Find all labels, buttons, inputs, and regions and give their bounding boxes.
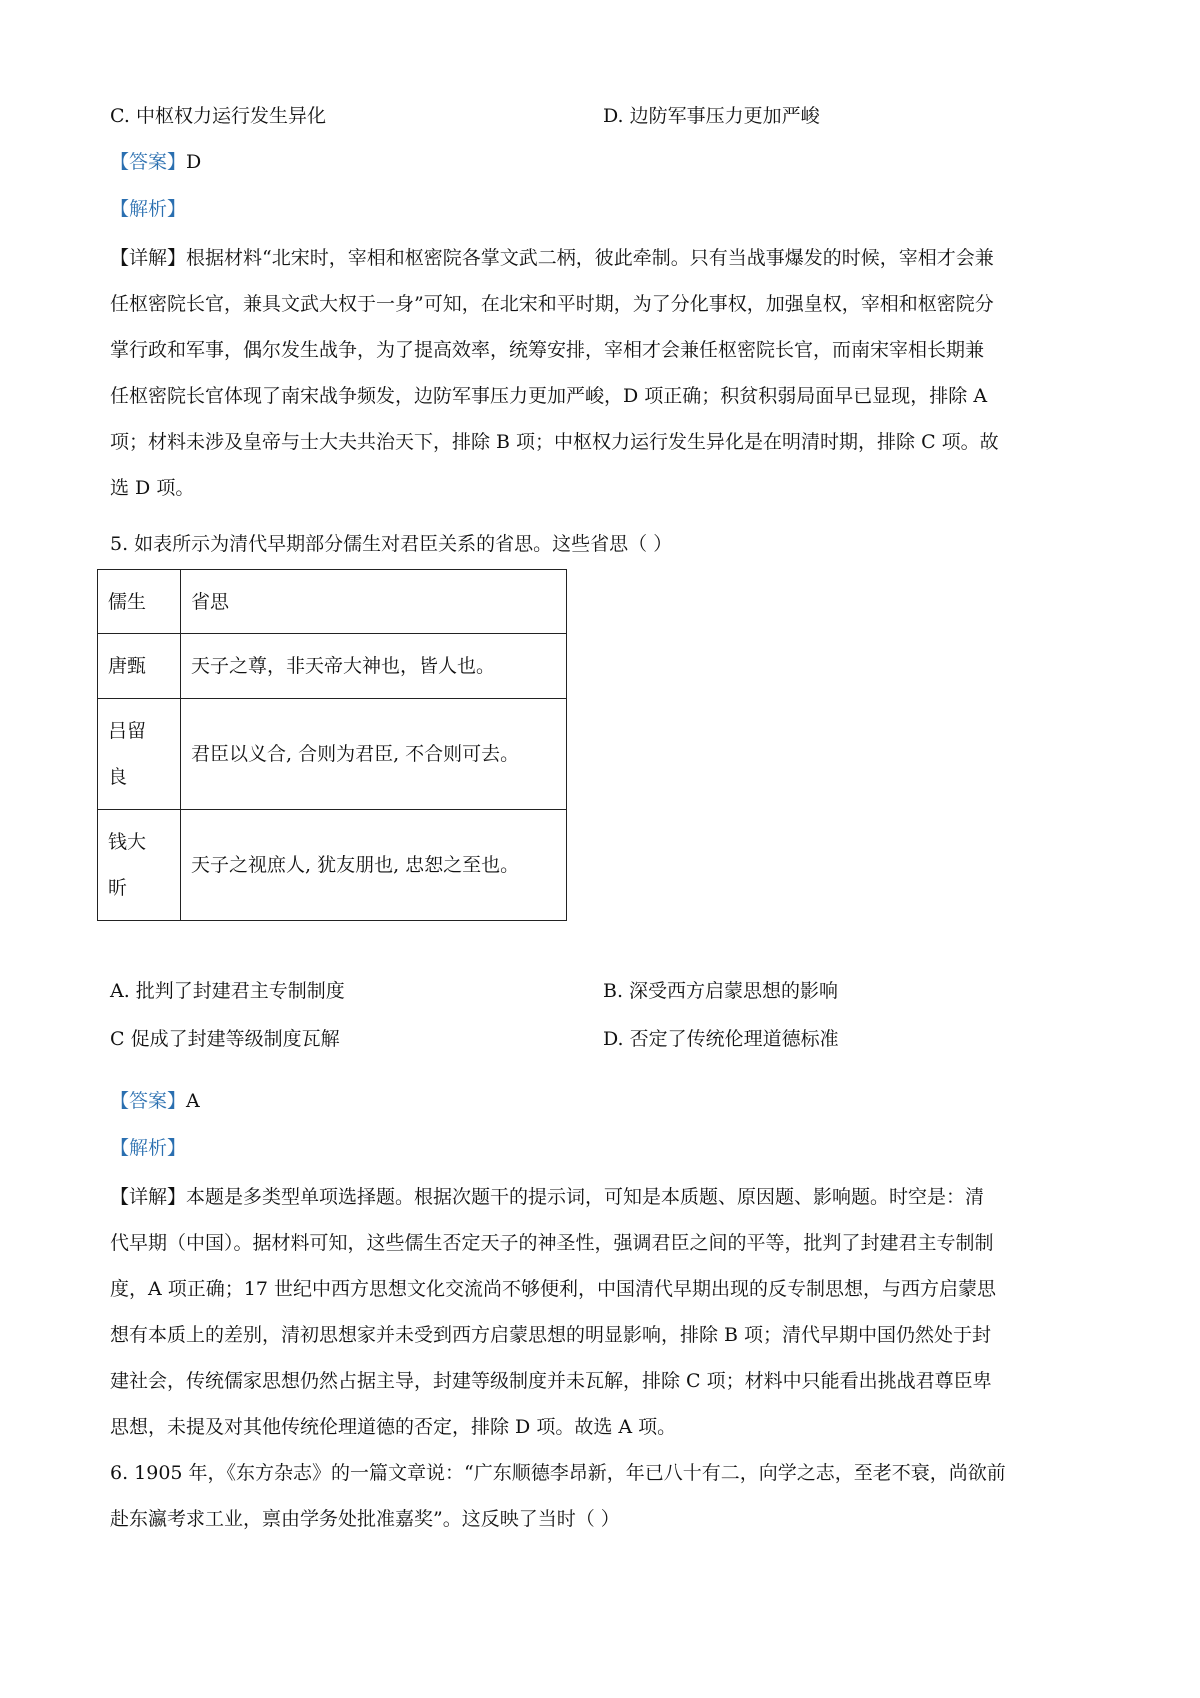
q5-option-c: C 促成了封建等级制度瓦解 bbox=[110, 1028, 340, 1050]
scholar-name-line: 昕 bbox=[108, 877, 128, 899]
answer-value: A bbox=[186, 1090, 200, 1112]
answer-value: D bbox=[186, 151, 202, 173]
detail-line: 【详解】本题是多类型单项选择题。根据次题干的提示词，可知是本质题、原因题、影响题。时空是：清 bbox=[110, 1186, 985, 1208]
q4-answer bbox=[110, 147, 201, 177]
table-header-cell: 儒生 bbox=[98, 570, 181, 634]
detail-line: 项；材料未涉及皇帝与士大夫共治天下，排除 B 项；中枢权力运行发生异化是在明清时期，排除 C 项。故 bbox=[110, 431, 999, 453]
table-header-row bbox=[98, 570, 567, 634]
detail-line: 代早期（中国）。据材料可知，这些儒生否定天子的神圣性，强调君臣之间的平等，批判了封建君主专制制 bbox=[110, 1232, 994, 1254]
table-row bbox=[98, 634, 567, 699]
q5-analysis-tag bbox=[110, 1133, 186, 1163]
detail-line: 【详解】根据材料“北宋时，宰相和枢密院各掌文武二柄，彼此牵制。只有当战事爆发的时候，宰相才会兼 bbox=[110, 247, 994, 269]
scholar-name bbox=[98, 699, 181, 810]
reflection-text: 天子之视庶人, 犹友朋也, 忠恕之至也。 bbox=[181, 810, 567, 921]
q5-option-a: A. 批判了封建君主专制制度 bbox=[110, 980, 345, 1002]
q5-answer bbox=[110, 1086, 200, 1116]
q5-detail bbox=[110, 1174, 1100, 1450]
answer-tag: 【答案】 bbox=[110, 1090, 187, 1112]
analysis-tag: 【解析】 bbox=[110, 198, 187, 220]
scholar-name-line: 良 bbox=[108, 766, 128, 788]
reflection-text: 天子之尊，非天帝大神也，皆人也。 bbox=[181, 634, 567, 699]
stem-line: 赴东瀛考求工业，禀由学务处批准嘉奖”。这反映了当时（ ） bbox=[110, 1508, 620, 1530]
answer-tag: 【答案】 bbox=[110, 151, 187, 173]
q5-table bbox=[97, 569, 567, 921]
table-header-cell: 省思 bbox=[181, 570, 567, 634]
detail-line: 建社会，传统儒家思想仍然占据主导，封建等级制度并未瓦解，排除 C 项；材料中只能看出挑战君尊臣卑 bbox=[110, 1370, 992, 1392]
q5-option-b: B. 深受西方启蒙思想的影响 bbox=[603, 980, 839, 1002]
detail-line: 思想，未提及对其他传统伦理道德的否定，排除 D 项。故选 A 项。 bbox=[110, 1416, 677, 1438]
scholar-name: 唐甄 bbox=[98, 634, 181, 699]
table-row bbox=[98, 810, 567, 921]
detail-line: 掌行政和军事，偶尔发生战争，为了提高效率，统筹安排，宰相才会兼任枢密院长官，而南宋宰相长期兼 bbox=[110, 339, 985, 361]
q5-stem: 5. 如表所示为清代早期部分儒生对君臣关系的省思。这些省思（ ） bbox=[110, 533, 673, 555]
analysis-tag: 【解析】 bbox=[110, 1137, 187, 1159]
q6-stem bbox=[110, 1450, 1100, 1542]
stem-line: 6. 1905 年，《东方杂志》的一篇文章说：“广东顺德李昂新，年已八十有二，向学之志，至老不衰，尚欲前 bbox=[110, 1462, 1006, 1484]
detail-line: 任枢密院长官体现了南宋战争频发，边防军事压力更加严峻，D 项正确；积贫积弱局面早已显现，排除 A bbox=[110, 385, 988, 407]
q5-option-d: D. 否定了传统伦理道德标准 bbox=[603, 1028, 839, 1050]
q4-analysis-tag bbox=[110, 194, 186, 224]
reflection-text: 君臣以义合, 合则为君臣, 不合则可去。 bbox=[181, 699, 567, 810]
scholar-name-line: 吕留 bbox=[108, 720, 147, 742]
q4-detail bbox=[110, 235, 1100, 511]
detail-line: 任枢密院长官，兼具文武大权于一身”可知，在北宋和平时期，为了分化事权，加强皇权，宰相和枢密院分 bbox=[110, 293, 994, 315]
q4-option-c: C. 中枢权力运行发生异化 bbox=[110, 105, 326, 127]
q4-option-d: D. 边防军事压力更加严峻 bbox=[603, 105, 820, 127]
table-row bbox=[98, 699, 567, 810]
scholar-name-line: 钱大 bbox=[108, 831, 147, 853]
detail-line: 度，A 项正确；17 世纪中西方思想文化交流尚不够便利，中国清代早期出现的反专制思想，与西方启蒙思 bbox=[110, 1278, 996, 1300]
detail-line: 想有本质上的差别，清初思想家并未受到西方启蒙思想的明显影响，排除 B 项；清代早期中国仍然处于封 bbox=[110, 1324, 992, 1346]
detail-line: 选 D 项。 bbox=[110, 477, 195, 499]
scholar-name bbox=[98, 810, 181, 921]
